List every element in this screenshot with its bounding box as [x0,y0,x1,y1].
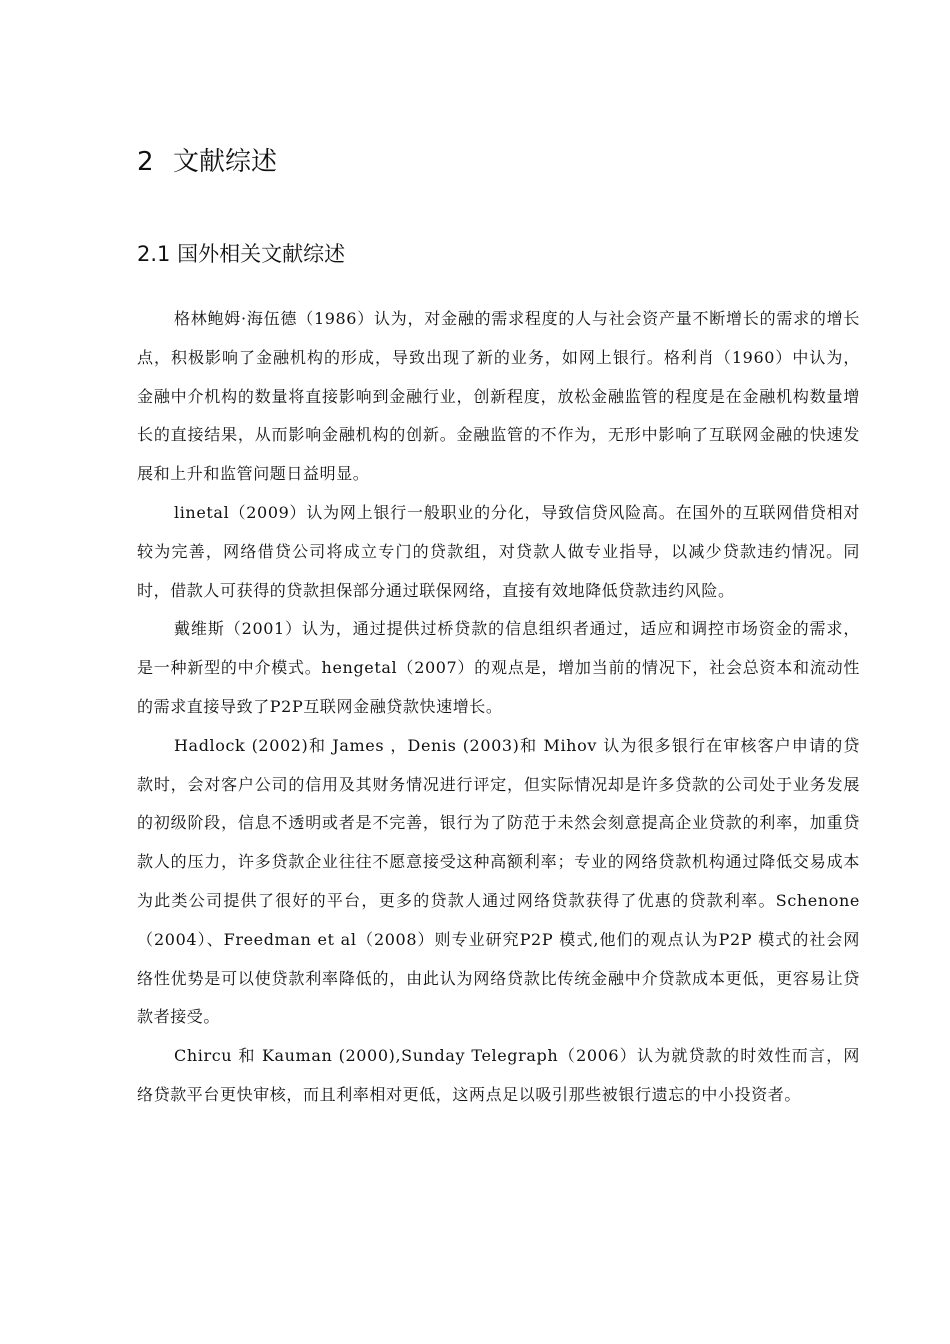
paragraph: Hadlock (2002)和 James ，Denis (2003)和 Mihov 认为很多银行在审核客户申请的贷款时，会对客户公司的信用及其财务情况进行评定，但实际情况却是许多贷款的公司处于业务发展的初级阶段，信息不透明或者是不完善，银行为了防范于未然会刻意提高企业贷款的利率，加重贷款人的压力，许多贷款企业往往不愿意接受这种高额利率；专业的网络贷款机构通过降低交易成本为此类公司提供了很好的平台，更多的贷款人通过网络贷款获得了优惠的贷款利率。Schenone（2004）、Freedman et al（2008）则专业研究P2P 模式,他们的观点认为P2P 模式的社会网络性优势是可以使贷款利率降低的，由此认为网络贷款比传统金融中介贷款成本更低，更容易让贷款者接受。 [137,735,860,1027]
paragraph: Chircu 和 Kauman (2000),Sunday Telegraph（2006）认为就贷款的时效性而言，网络贷款平台更快审核，而且利率相对更低，这两点足以吸引那些被银行遗忘的中小投资者。 [137,1046,860,1104]
section-heading: 2.1 国外相关文献综述 [137,242,346,266]
chapter-heading [137,142,277,182]
paragraph: 格林鲍姆·海伍德（1986）认为，对金融的需求程度的人与社会资产量不断增长的需求的增长点，积极影响了金融机构的形成，导致出现了新的业务，如网上银行。格利肖（1960）中认为，金融中介机构的数量将直接影响到金融行业，创新程度，放松金融监管的程度是在金融机构数量增长的直接结果，从而影响金融机构的创新。金融监管的不作为，无形中影响了互联网金融的快速发展和上升和监管问题日益明显。 [137,309,860,484]
chapter-title: 文献综述 [173,147,278,177]
paragraph: 戴维斯（2001）认为，通过提供过桥贷款的信息组织者通过，适应和调控市场资金的需求，是一种新型的中介模式。hengetal（2007）的观点是，增加当前的情况下，社会总资本和流动性的需求直接导致了P2P互联网金融贷款快速增长。 [137,619,860,716]
body-text [137,300,860,1115]
paragraph: linetal（2009）认为网上银行一般职业的分化，导致信贷风险高。在国外的互联网借贷相对较为完善，网络借贷公司将成立专门的贷款组，对贷款人做专业指导，以减少贷款违约情况。同时，借款人可获得的贷款担保部分通过联保网络，直接有效地降低贷款违约风险。 [137,502,860,600]
chapter-number: 2 [137,147,154,177]
